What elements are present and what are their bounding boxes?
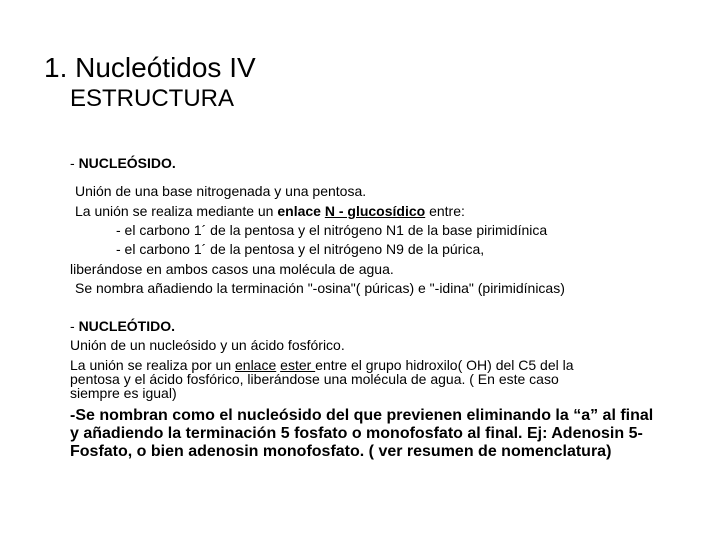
- nucleosido-line-5: liberándose en ambos casos una molécula de agua.: [70, 261, 394, 277]
- nucleotido-line-4: siempre es igual): [70, 385, 177, 401]
- enlace-underlined: enlace: [235, 357, 277, 373]
- nucleotido-prefix: -: [70, 318, 79, 334]
- nucleosido-prefix: -: [70, 155, 79, 171]
- nucleosido-line-3: - el carbono 1´ de la pentosa y el nitrógeno N1 de la base pirimidínica: [116, 222, 548, 238]
- nucleotido-heading-line: [70, 317, 175, 335]
- slide-subtitle: ESTRUCTURA: [70, 85, 235, 112]
- nucleotido-note-1: -Se nombran como el nucleósido del que previenen eliminando la “a” al final: [70, 407, 654, 424]
- nucleosido-line-1: Unión de una base nitrogenada y una pentosa.: [75, 183, 367, 199]
- nucleotido-note-3: Fosfato, o bien adenosin monofosfato. ( ver resumen de nomenclatura): [70, 443, 612, 460]
- n-glucosidico-term: N - glucosídico: [324, 203, 426, 219]
- enlace-label: enlace: [277, 203, 325, 219]
- nucleosido-line-2-end: entre:: [425, 203, 465, 219]
- nucleosido-line-2: [75, 202, 465, 220]
- nucleosido-line-2-text: La unión se realiza mediante un: [75, 203, 278, 219]
- nucleotido-heading: NUCLEÓTIDO.: [78, 318, 176, 334]
- nucleotido-line-3: pentosa y el ácido fosfórico, liberándose una molécula de agua. ( En este caso: [70, 371, 559, 387]
- nucleosido-heading-line: [70, 154, 176, 172]
- nucleotido-note-2: y añadiendo la terminación 5 fosfato o monofosfato al final. Ej: Adenosin 5-: [70, 425, 643, 442]
- ester-underlined: ester: [280, 357, 316, 373]
- nucleotido-line-2-text: La unión se realiza por un: [70, 357, 235, 373]
- nucleosido-heading: NUCLEÓSIDO.: [78, 155, 176, 171]
- slide-title: 1. Nucleótidos IV: [44, 52, 256, 83]
- nucleotido-line-2-end: entre el grupo hidroxilo( OH) del C5 del la: [315, 357, 574, 373]
- nucleotido-line-1: Unión de un nucleósido y un ácido fosfórico.: [70, 337, 345, 353]
- nucleosido-line-4: - el carbono 1´ de la pentosa y el nitrógeno N9 de la púrica,: [116, 241, 485, 257]
- nucleosido-line-6: Se nombra añadiendo la terminación "-osina"( púricas) e "-idina" (pirimidínicas): [75, 280, 565, 296]
